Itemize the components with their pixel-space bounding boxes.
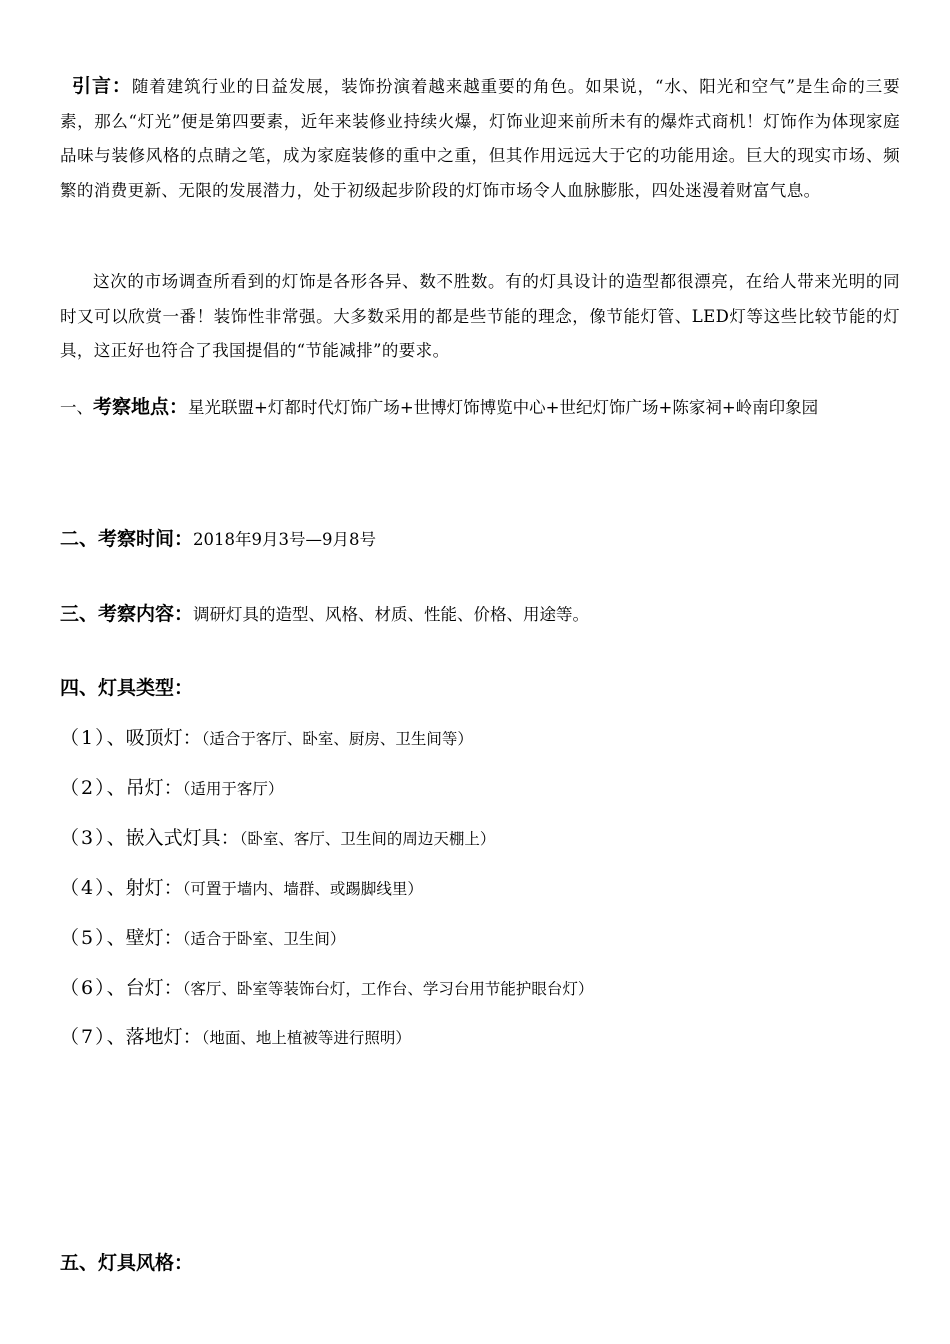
type-item-name: 、嵌入式灯具： (106, 827, 240, 849)
type-item-number: （7） (60, 1026, 107, 1048)
type-item-name: 、吊灯： (106, 777, 183, 799)
type-item-number: （5） (60, 927, 107, 949)
type-item-desc: （可置于墙内、墙群、或踢脚线里） (182, 880, 423, 898)
type-item-name: 、落地灯： (106, 1026, 202, 1048)
type-item-name: 、台灯： (106, 977, 183, 999)
type-item-name: 、吸顶灯： (106, 727, 202, 749)
type-item-7 (60, 1022, 920, 1053)
type-item-2 (60, 773, 920, 804)
type-item-6 (60, 973, 920, 1004)
survey-text: 这次的市场调查所看到的灯饰是各形各异、数不胜数。有的灯具设计的造型都很漂亮，在给人带来光明的同时又可以欣赏一番！装饰性非常强。大多数采用的都是些节能的理念，像节能灯管、LED灯等这些比较节能的灯具，这正好也符合了我国提倡的“节能减排”的要求。 (60, 272, 900, 360)
type-item-3 (60, 823, 920, 854)
type-item-number: （4） (60, 877, 107, 899)
section-time-label: 二、考察时间： (60, 528, 194, 550)
section-location-value: 星光联盟+灯都时代灯饰广场+世博灯饰博览中心+世纪灯饰广场+陈家祠+岭南印象园 (188, 398, 819, 417)
type-item-name: 、射灯： (106, 877, 183, 899)
intro-label: 引言： (72, 75, 132, 97)
type-item-1 (60, 723, 920, 754)
section-content (60, 599, 900, 630)
type-item-number: （3） (60, 827, 107, 849)
type-item-desc: （卧室、客厅、卫生间的周边天棚上） (239, 830, 496, 848)
type-item-number: （6） (60, 977, 107, 999)
section-location-prefix: 一、 (60, 398, 93, 417)
type-item-4 (60, 873, 920, 904)
type-item-desc: （适合于卧室、卫生间） (182, 930, 346, 948)
type-item-number: （2） (60, 777, 107, 799)
section-content-label: 三、考察内容： (60, 603, 194, 625)
survey-paragraph (60, 265, 900, 369)
section-content-value: 调研灯具的造型、风格、材质、性能、价格、用途等。 (193, 605, 590, 624)
section-location-label: 考察地点： (93, 396, 189, 418)
section-style-heading: 五、灯具风格： (60, 1252, 194, 1274)
intro-paragraph (60, 69, 900, 208)
intro-text: 随着建筑行业的日益发展，装饰扮演着越来越重要的角色。如果说，“水、阳光和空气”是生命的三要素，那么“灯光”便是第四要素，近年来装修业持续火爆，灯饰业迎来前所未有的爆炸式商机！灯饰作为体现家庭品味与装修风格的点睛之笔，成为家庭装修的重中之重，但其作用远远大于它的功能用途。巨大的现实市场、频繁的消费更新、无限的发展潜力，处于初级起步阶段的灯饰市场令人血脉膨胀，四处迷漫着财富气息。 (60, 77, 900, 200)
type-item-desc: （地面、地上植被等进行照明） (201, 1029, 411, 1047)
section-time (60, 524, 900, 555)
type-item-name: 、壁灯： (106, 927, 183, 949)
section-time-value: 2018年9月3号—9月8号 (193, 530, 376, 549)
type-item-desc: （适合于客厅、卧室、厨房、卫生间等） (201, 730, 473, 748)
type-item-number: （1） (60, 727, 107, 749)
type-item-desc: （客厅、卧室等装饰台灯，工作台、学习台用节能护眼台灯） (182, 980, 594, 998)
section-location (60, 380, 900, 435)
type-item-desc: （适用于客厅） (182, 780, 284, 798)
section-types-heading: 四、灯具类型： (60, 677, 194, 699)
type-item-5 (60, 923, 920, 954)
